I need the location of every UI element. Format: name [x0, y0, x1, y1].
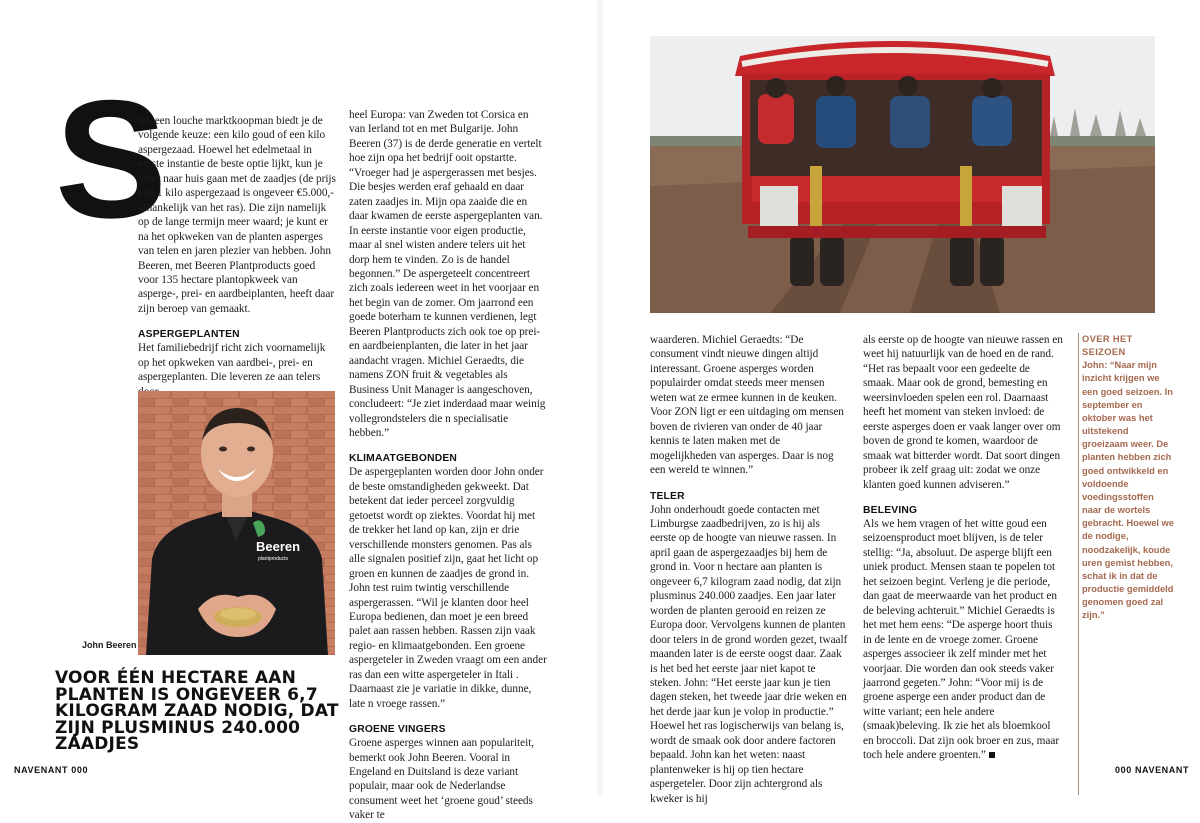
intro-paragraph: tel, een louche marktkoopman biedt je de volgende keuze: een kilo goud of een kilo aspergezaad. Hoewel het edelmetaal in eerste instantie de beste optie lijkt, kun je beter naar huis gaan met de zaadjes (de prijs van 1 kilo aspergezaad is ongeveer €5.000,- afhankelijk van het ras). Die zijn namelijk op de lange termijn meer waard; je kunt er na het opkweken van de planten asperges van telen en jaren plezier van hebben. John Beeren, met Beeren Plantproducts goed voor 135 hectare plantopkweek van asperge-, prei- en aardbeiplanten, heeft daar zijn beroep van gemaakt. — [138, 115, 336, 315]
right-column-1 — [650, 333, 848, 806]
subheading-beleving: BELEVING — [863, 504, 918, 516]
footer-page-number: 000 — [1115, 765, 1132, 775]
left-column-2 — [349, 108, 547, 823]
footer-right — [1115, 765, 1189, 775]
body-paragraph: Het familiebedrijf richt zich voornamelijk op het opkweken van aardbei-, prei- en aspergeplanten. Die leveren ze aan telers — [138, 342, 326, 384]
body-paragraph — [863, 517, 1063, 763]
body-paragraph: heel Europa: van Zweden tot Corsica en van Ierland tot en met Bulgarije. John Beeren (37) is de derde generatie en vertelt hoe zijn opa het bedrijf ooit opstartte. “Vroeger had je aspergerassen met besjes. Die besjes werden eraf gehaald en daar zaten zaadjes in. Mijn opa zaaide die en daar kwamen de eerste aspergeplanten van. In eerste instantie voor eigen productie, maar al snel wisten andere telers uit het dorp hem te vinden. Zo is de handel begonnen.” De aspergeteelt concentreert zich zoals iedereen weet in het voorjaar en het begin van de zomer. Om jaarrond een goede boterham te kunnen verdienen, legt Beeren Plantproducts zich ook toe op prei- en aardbeienplanten, die later in het jaar aandacht vragen. Michiel Geraedts, die namens ZON fruit & vegetables als Business Unit Manager is aangeschoven, concludeert: “Je ziet inderdaad maar weinig vollegrondstelers die n specialisatie hebben.” — [349, 109, 546, 439]
sidebar-title-line-2: SEIZOEN — [1082, 347, 1126, 358]
end-mark-icon — [989, 752, 995, 758]
footer-brand: NAVENANT — [14, 765, 69, 775]
body-paragraph: Groene asperges winnen aan populariteit, bemerkt ook John Beeren. Vooral in Engeland en Duitsland is deze variant populair, maar ook de Nederlandse consument weet het ‘groene goud’ steeds vaker te — [349, 737, 535, 822]
right-column-2 — [863, 333, 1063, 763]
right-page — [600, 0, 1200, 805]
jacket-logo-subtext: plantproducts — [258, 556, 289, 562]
sidebar-over-het-seizoen — [1082, 333, 1174, 622]
planting-machine-photo — [650, 36, 1155, 313]
left-column-1 — [138, 114, 338, 399]
sidebar-rule — [1078, 333, 1079, 795]
subheading-klimaatgebonden: KLIMAATGEBONDEN — [349, 453, 458, 465]
subheading-groene-vingers: GROENE VINGERS — [349, 724, 446, 736]
sidebar-text: John: “Naar mijn inzicht krijgen we een goed seizoen. In september en oktober was het uitstekend groeizaam weer. De planten hebben zich goed ontwikkeld en voldoende voedingsstoffen naar de wortels gebracht. Hoewel we de nodige, noodzakelijk, koude uren gemist hebben, schat ik in dat de productie gemiddeld genomen goed zal zijn.” — [1082, 360, 1174, 621]
photo-caption: John Beeren — [82, 640, 137, 650]
drop-cap: S — [55, 65, 168, 253]
body-paragraph: John onderhoudt goede contacten met Limburgse zaadbedrijven, zo is hij als eerste op de hoogte van nieuwe rassen. In april gaan de aspergezaadjes bij hem de grond in. Voor n hectare aan planten is ongeveer 6,7 kilogram zaad nodig, dat zijn plusminus 240.000 zaadjes. Een jaar later worden de planten gerooid en reizen ze Europa door. Vervolgens kunnen de planten door telers in de grond worden gezet, twaalf maanden later is de eerste oogst daar. Zaak is het bed het eerste jaar niet kapot te steken. John: “Het eerste jaar kun je tien dagen steken, het tweede jaar drie weken en het derde jaar kun je volop in productie.” Hoewel het ras logischerwijs van belang is, wordt de smaak ook door andere factoren bepaald. John kan het weten: naast plantenweker is hij op tien hectare aspergeteler. Door zijn achtergrond als kweker is hij — [650, 503, 848, 805]
subheading-teler: TELER — [650, 490, 685, 502]
jacket-logo-text: Beeren — [256, 539, 301, 554]
left-page — [0, 0, 600, 822]
footer-brand: NAVENANT — [1134, 765, 1190, 775]
body-paragraph-text: Als we hem vragen of het witte goud een seizoensproduct moet blijven, is de teler stellig: “Ja, absoluut. De asperge blijft een uniek product. Mensen staan te popelen tot het seizoen begint. Verleng je die periode, dan gaat de meerwaarde van het product en de beleving achteruit.” Michiel Geraedts is het met hem eens: “De asperge hoort thuis in de lente en de vroege zomer. Groene asperges associeer ik zelf minder met het voorjaar. Die worden dan ook steeds vaker jaarrond gegeten.” John: “Voor mij is de groene asperge een ander product dan de witte variant; een hele andere (smaak)beleving. Ik zie het als bloemkool en broccoli. Dat zijn ook broer en zus, maar toch hele andere groenten.” — [863, 517, 1060, 762]
footer-left — [14, 765, 88, 775]
body-paragraph: als eerste op de hoogte van nieuwe rassen en weet hij natuurlijk van de hoed en de rand. “Het ras bepaalt voor een gedeelte de smaak. Maar ook de grond, bemesting en weersinvloeden spelen een rol. Daarnaast heeft het moment van steken invloed: de eerste asperges doen er vaak langer over om boven de grond te komen, waardoor de smaak wat bitterder wordt. Dat soort dingen probeer ik zelf graag uit: zodat we onze klanten goed kunnen adviseren.” — [863, 334, 1063, 491]
body-paragraph: waarderen. Michiel Geraedts: “De consument vindt nieuwe dingen altijd interessant. Groene asperges worden populairder omdat steeds meer mensen weten wat ze ermee kunnen in de keuken. Voor ZON ligt er een uitdaging om mensen boven de rivieren van onder de 40 jaar kennis te laten maken met de mogelijkheden van asperges. Daar is nog een wereld te winnen.” — [650, 334, 844, 477]
footer-page-number: 000 — [71, 765, 89, 775]
pull-quote: VOOR ÉÉN HECTARE AAN PLANTEN IS ONGEVEER 6,7 KILOGRAM ZAAD NODIG, DAT ZIJN PLUSMINUS 240.000 ZAADJES — [55, 668, 339, 754]
sidebar-title-line-1: OVER HET — [1082, 334, 1133, 344]
body-paragraph: De aspergeplanten worden door John onder de beste omstandigheden gekweekt. Dat betekent dat ieder perceel zorgvuldig getoetst wordt op ziektes. Voordat hij met de trekker het land op kan, zijn er drie verschillende monsters genomen. Pas als alle signalen positief zijn, gaat het licht op groen en kunnen de zaadjes de grond in. John test ruim twintig verschillende aspergerassen. “Wil je klanten door heel Europa bedienen, dan moet je een breed palet aan rassen hebben. Rassen zijn vaak regio- en klimaatgebonden. Een groene aspergeteler in Zweden vraagt om een ander ras dan een witte aspergeteler in Itali . Daarnaast zie je variatie in dikke, dunne, late n vroege rassen.” — [349, 466, 547, 710]
subheading-aspergeplanten: ASPERGEPLANTEN — [138, 329, 240, 341]
portrait-photo-john-beeren — [138, 391, 335, 655]
